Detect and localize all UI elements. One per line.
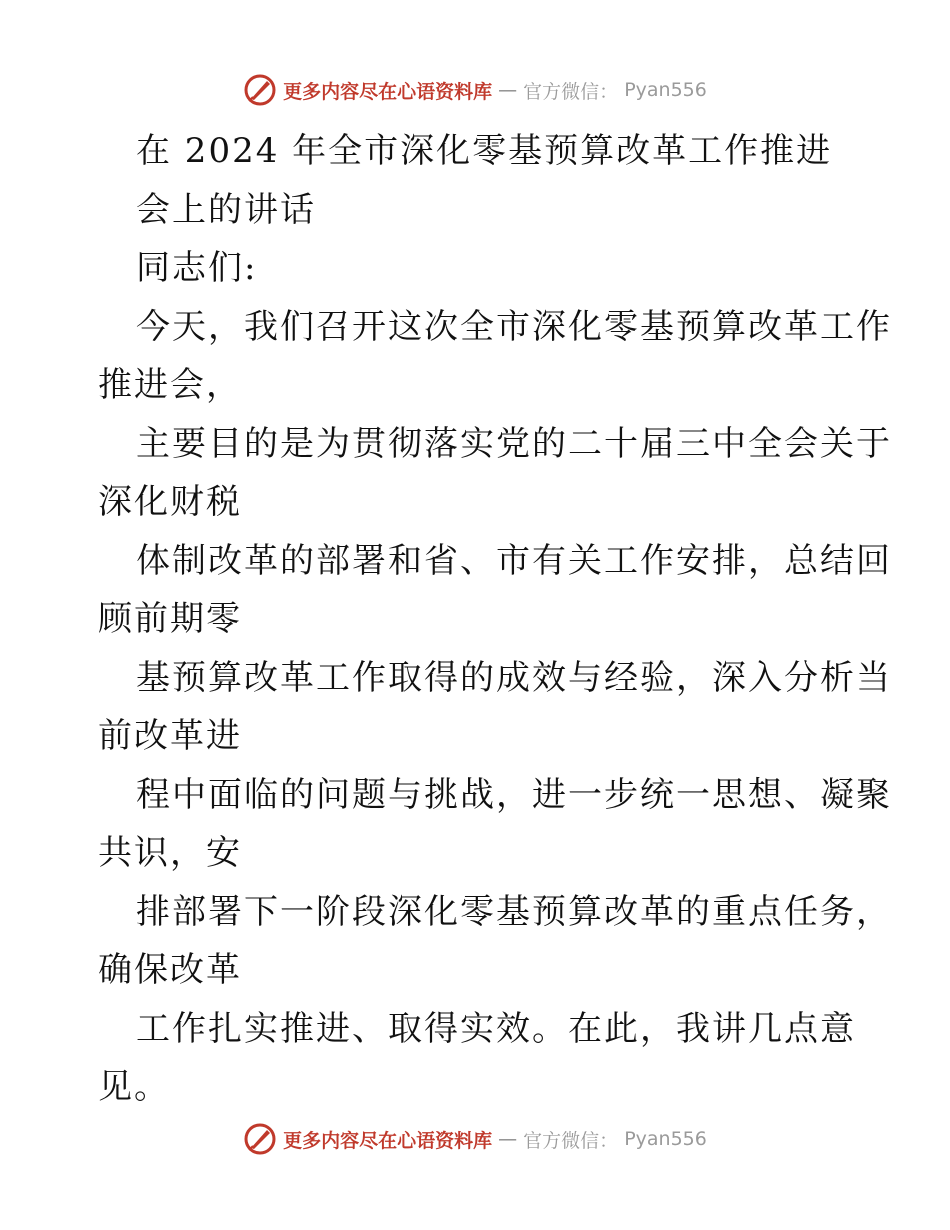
paragraph-line: 深化财税 xyxy=(98,482,242,522)
title-line-2: 会上的讲话 xyxy=(136,189,316,230)
paragraph-line: 工作扎实推进、取得实效。在此，我讲几点意 xyxy=(136,1008,856,1049)
paragraph-line: 排部署下一阶段深化零基预算改革的重点任务， xyxy=(136,891,892,932)
banner-wechat-id: Pyan556 xyxy=(624,1128,707,1150)
salutation: 同志们: xyxy=(136,248,258,288)
banner-dash: — xyxy=(498,1128,518,1150)
footer-watermark-banner xyxy=(0,1119,950,1159)
paragraph-line: 见。 xyxy=(98,1067,170,1107)
paragraph-line: 主要目的是为贯彻落实党的二十届三中全会关于 xyxy=(136,423,892,464)
paragraph-line: 顾前期零 xyxy=(98,599,242,639)
paragraph-line: 共识，安 xyxy=(98,833,242,873)
paragraph-line: 前改革进 xyxy=(98,716,242,756)
paragraph-line: 程中面临的问题与挑战，进一步统一思想、凝聚 xyxy=(136,774,892,815)
banner-wechat-label: 官方微信： xyxy=(523,1129,619,1152)
banner-brand-text: 更多内容尽在心语资料库 xyxy=(283,80,493,103)
paragraph-line: 确保改革 xyxy=(98,950,242,990)
banner-wechat-label: 官方微信： xyxy=(523,80,619,103)
paragraph-line: 推进会， xyxy=(98,365,242,405)
banner-brand-text: 更多内容尽在心语资料库 xyxy=(283,1129,493,1152)
paragraph-line: 基预算改革工作取得的成效与经验，深入分析当 xyxy=(136,657,892,698)
quill-logo-icon xyxy=(243,1122,277,1156)
paragraph-line: 今天，我们召开这次全市深化零基预算改革工作 xyxy=(136,306,892,347)
paragraph-line: 体制改革的部署和省、市有关工作安排，总结回 xyxy=(136,540,892,581)
title-line-1: 在 2024 年全市深化零基预算改革工作推进 xyxy=(136,131,833,171)
banner-wechat-id: Pyan556 xyxy=(624,79,707,101)
banner-dash: — xyxy=(498,79,518,101)
quill-logo-icon xyxy=(243,73,277,107)
header-watermark-banner xyxy=(0,70,950,110)
document-body xyxy=(98,122,892,1117)
